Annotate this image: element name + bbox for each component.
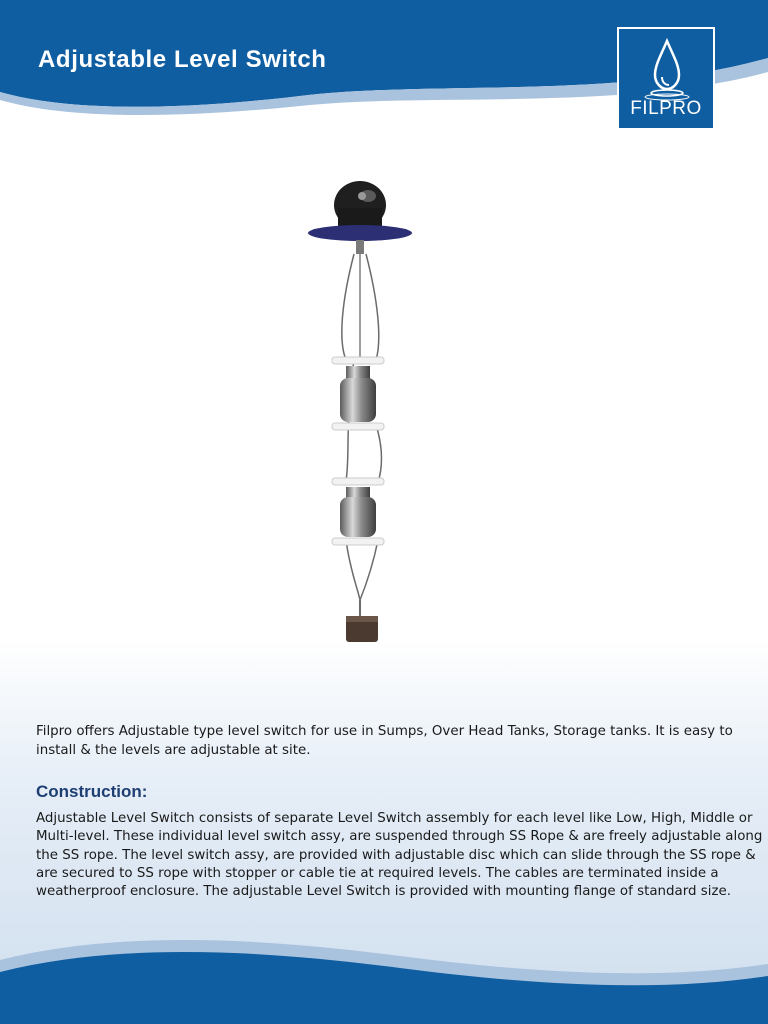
brand-logo xyxy=(617,27,715,130)
construction-heading: Construction: xyxy=(36,782,148,801)
construction-paragraph: Adjustable Level Switch consists of separate Level Switch assembly for each level like Low, High, Middle or Multi-level. These individual level switch assy, are suspended through SS Rope & are freely adjustable along the SS rope. The level switch assy, are provided with adjustable disc which can slide through the SS rope & are secured to SS rope with stopper or cable tie at required levels. The cables are terminated inside a weatherproof enclosure. The adjustable Level Switch is provided with mounting flange of standard size. xyxy=(36,811,763,900)
footer-banner xyxy=(0,920,768,1024)
page-title: Adjustable Level Switch xyxy=(38,46,327,73)
brand-name: FILPRO xyxy=(630,98,702,119)
intro-paragraph: Filpro offers Adjustable type level switch for use in Sumps, Over Head Tanks, Storage tanks. It is easy to install & the levels are adjustable at site. xyxy=(36,724,733,758)
adjustable-level-switch-photo xyxy=(290,170,440,650)
water-drop-icon xyxy=(643,37,691,101)
